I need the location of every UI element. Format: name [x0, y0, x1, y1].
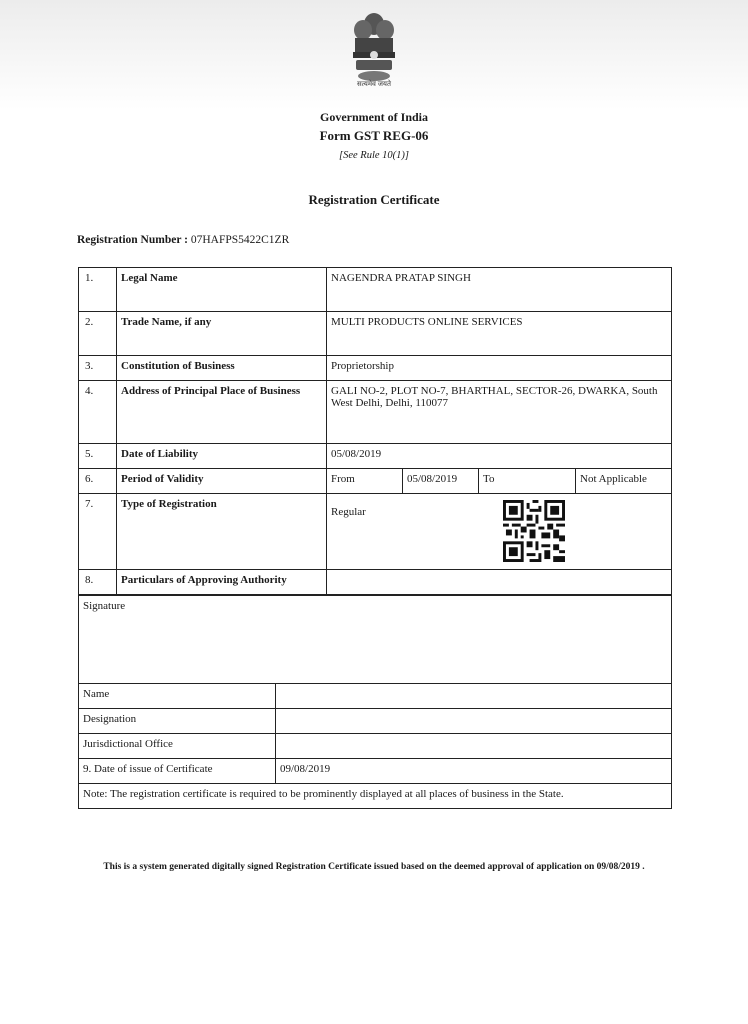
approving-authority-label: Particulars of Approving Authority	[117, 570, 327, 595]
table-row	[79, 784, 672, 809]
table-row	[79, 759, 672, 784]
issue-date-label: 9. Date of issue of Certificate	[79, 759, 276, 784]
trade-name-label: Trade Name, if any	[117, 312, 327, 356]
table-row	[79, 570, 672, 595]
designation-value	[276, 709, 672, 734]
issue-date-value: 09/08/2019	[276, 759, 672, 784]
validity-to-value: Not Applicable	[576, 469, 672, 494]
form-title: Form GST REG-06	[319, 128, 429, 143]
row-number: 2.	[79, 312, 117, 356]
system-generated-notice: This is a system generated digitally signed Registration Certificate issued based on the deemed approval of application on 09/08/2019 .	[103, 862, 645, 872]
address-label: Address of Principal Place of Business	[117, 381, 327, 444]
table-row	[79, 444, 672, 469]
qr-code-icon	[503, 500, 565, 562]
table-row	[79, 469, 672, 494]
issuer-title: Government of India	[320, 110, 428, 124]
validity-from-label: From	[327, 469, 403, 494]
rule-reference: [See Rule 10(1)]	[339, 150, 409, 161]
row-number: 3.	[79, 356, 117, 381]
registration-number-label: Registration Number :	[77, 234, 188, 246]
emblem-motto: सत्यमेव जयते	[357, 80, 391, 88]
registration-number	[77, 234, 289, 246]
table-row	[79, 596, 672, 684]
address-value: GALI NO-2, PLOT NO-7, BHARTHAL, SECTOR-26, DWARKA, South West Delhi, Delhi, 110077	[327, 381, 672, 444]
row-number: 7.	[79, 494, 117, 570]
liability-date-value: 05/08/2019	[327, 444, 672, 469]
table-row	[79, 684, 672, 709]
certificate-details-table	[78, 267, 672, 595]
table-row	[79, 268, 672, 312]
jurisdiction-label: Jurisdictional Office	[79, 734, 276, 759]
name-value	[276, 684, 672, 709]
national-emblem-icon	[346, 10, 402, 86]
trade-name-value: MULTI PRODUCTS ONLINE SERVICES	[327, 312, 672, 356]
registration-type-value: Regular	[331, 506, 366, 518]
jurisdiction-value	[276, 734, 672, 759]
liability-date-label: Date of Liability	[117, 444, 327, 469]
validity-from-value: 05/08/2019	[403, 469, 479, 494]
designation-label: Designation	[79, 709, 276, 734]
row-number: 4.	[79, 381, 117, 444]
certificate-title: Registration Certificate	[308, 192, 440, 207]
row-number: 1.	[79, 268, 117, 312]
table-row	[79, 709, 672, 734]
validity-label: Period of Validity	[117, 469, 327, 494]
table-row	[79, 734, 672, 759]
name-label: Name	[79, 684, 276, 709]
legal-name-value: NAGENDRA PRATAP SINGH	[327, 268, 672, 312]
registration-number-value: 07HAFPS5422C1ZR	[190, 234, 290, 246]
constitution-label: Constitution of Business	[117, 356, 327, 381]
table-row	[79, 381, 672, 444]
registration-type-label: Type of Registration	[117, 494, 327, 570]
constitution-value: Proprietorship	[327, 356, 672, 381]
legal-name-label: Legal Name	[117, 268, 327, 312]
table-row	[79, 312, 672, 356]
validity-to-label: To	[479, 469, 576, 494]
table-row	[79, 356, 672, 381]
table-row	[79, 494, 672, 570]
signature-field: Signature	[79, 596, 672, 684]
authority-table	[78, 595, 672, 809]
approving-authority-value	[327, 570, 672, 595]
row-number: 5.	[79, 444, 117, 469]
display-note: Note: The registration certificate is required to be prominently displayed at all places of business in the State.	[79, 784, 672, 809]
registration-type-cell	[327, 494, 672, 570]
row-number: 8.	[79, 570, 117, 595]
row-number: 6.	[79, 469, 117, 494]
